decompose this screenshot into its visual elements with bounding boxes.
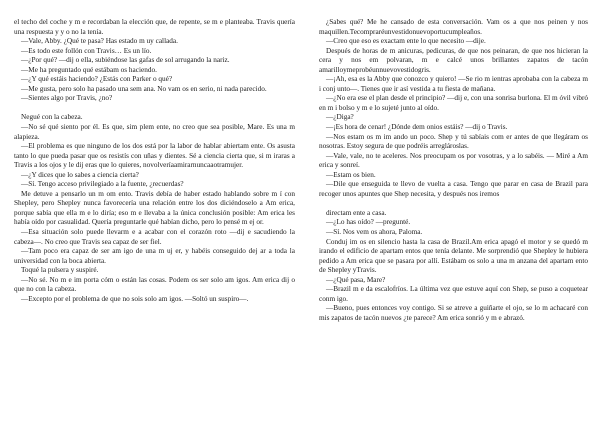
- paragraph: —¡Ah, esa es la Abby que conozco y quiero! —Se rio m ientras aprobaba con la cabeza m i conj unto—. Tienes que ir así vestida a tu fiesta de mañana.: [318, 75, 588, 93]
- paragraph: —Nos estam os m im ando un poco. Shep y tú sabíais com er antes de que llegáram os nosotras. Estoy segura de que podréis arreglároslas.: [318, 132, 588, 151]
- paragraph: —Me ha preguntado qué estábam os haciendo.: [21, 65, 157, 74]
- paragraph: —¡Es hora de cenar! ¿Dónde dem onios estáis? —dij o Travis.: [325, 123, 508, 132]
- paragraph: —Es todo este follón con Travis… Es un lío.: [21, 46, 152, 55]
- paragraph: directam ente a casa.: [325, 208, 387, 217]
- paragraph: —¿Diga?: [325, 113, 354, 122]
- paragraph: [14, 104, 295, 114]
- paragraph: —Sí. Nos vem os ahora, Paloma.: [325, 228, 423, 237]
- paragraph: —Bueno, pues entonces voy contigo. Si se atreve a guiñarte el ojo, se lo m achacaré con mis zapatos de tacón nuevos ¿te parece? Am erica sonrió y m e abrazó.: [318, 304, 588, 322]
- paragraph: el techo del coche y m e recordaban la elección que, de repente, se m e planteaba. Travis quería una respuesta y y o no la tenía.: [14, 18, 295, 36]
- paragraph: —Esa situación solo puede llevarm e a acabar con el corazón roto —dij e sacudiendo la cabeza—. No creo que Travis sea capaz de ser fiel.: [14, 228, 295, 246]
- paragraph: —Creo que eso es exactam ente lo que necesito —dije.: [325, 37, 486, 46]
- paragraph: [319, 199, 588, 209]
- paragraph: —El problema es que ninguno de los dos está por la labor de hablar abiertam ente. Os asusta tanto lo que pueda pasar que os resistís con uñas y dientes. Sé a ciencia cierta que, si m iraras a Travis a los ojos y le dij eras que lo quieres, novolveríaamirarnuncaaotramujer.: [14, 142, 295, 170]
- paragraph: —Vale, vale, no te aceleres. Nos preocupam os por vosotras, y a lo sabéis. — Miré a Am erica y sonreí.: [318, 151, 588, 170]
- paragraph: Toqué la pulsera y suspiré.: [21, 266, 99, 275]
- paragraph: —Estam os bien.: [325, 170, 376, 179]
- paragraph: —¿Qué pasa, Mare?: [325, 275, 386, 284]
- paragraph: —¿Por qué? —dij o ella, subiéndose las gafas de sol arrugando la nariz.: [21, 56, 230, 65]
- paragraph: —Excepto por el problema de que no sois solo am igos. —Soltó un suspiro—.: [21, 294, 249, 303]
- left-page: [14, 18, 295, 424]
- paragraph: —¿Lo has oído? —pregunté.: [325, 218, 411, 227]
- paragraph: Después de horas de m anicuras, pedicuras, de que nos peinaran, de que nos hicieran la cera y nos em polvaran, m e calcé unos brillantes zapatos de tacón amarilloymeprobéunnuevovestidogris.: [318, 46, 588, 74]
- paragraph: —Tam poco era capaz de ser am igo de una m uj er, y habéis conseguido dej ar a toda la universidad con la boca abierta.: [14, 247, 295, 265]
- paragraph: —¿Y dices que lo sabes a ciencia cierta?: [21, 170, 139, 179]
- paragraph: Conduj im os en silencio hasta la casa de Brazil.Am erica apagó el motor y se quedó m irando el edificio de apartam entos que tenía delante. Me sorprendió que Shepley le hubiera pedido a Am erica que se pasara por allí. Estábam os solo a una m anzana del apartam ento de Shepley yTravis.: [318, 237, 588, 275]
- paragraph: —Sientes algo por Travis, ¿no?: [21, 94, 113, 103]
- paragraph: —Me gusta, pero solo ha pasado una sem ana. No vam os en serio, ni nada parecido.: [21, 84, 267, 93]
- right-page: [319, 18, 588, 424]
- paragraph: —¿Y qué estáis haciendo? ¿Estás con Parker o qué?: [21, 75, 173, 84]
- paragraph: —Sí. Tengo acceso privilegiado a la fuente, ¿recuerdas?: [21, 180, 184, 189]
- paragraph: ¿Sabes qué? Me he cansado de esta conversación. Vam os a que nos peinen y nos maquillen.Tecompraréunvestidonuevoportucumpleaños.: [318, 18, 588, 36]
- paragraph: —Brazil m e da escalofríos. La última vez que estuve aquí con Shep, se puso a coquetear conm igo.: [318, 285, 588, 303]
- paragraph: —No sé qué siento por él. Es que, sim plem ente, no creo que sea posible, Mare. Es una m alapieza.: [14, 123, 295, 141]
- paragraph: —Vale, Abby. ¿Qué te pasa? Has estado m uy callada.: [21, 37, 178, 46]
- paragraph: —No sé. No m e im porta cóm o están las cosas. Podem os ser solo am igos. Am erica dij o que no con la cabeza.: [14, 275, 295, 294]
- paragraph: Negué con la cabeza.: [21, 113, 83, 122]
- paragraph: —Dile que enseguida te llevo de vuelta a casa. Tengo que parar en casa de Brazil para recoger unos apuntes que Shep necesita, y después nos iremos: [318, 180, 588, 198]
- paragraph: Me detuve a pensarlo un m om ento. Travis debía de haber estado hablando sobre m í con Shepley, pero Shepley nunca favorecería una relación entre los dos diciéndoselo a Am erica, porque sabía que ella m e lo diría; eso m e llevaba a la única conclusión posible: Am erica les había oído por casualidad. Quería preguntarle qué habían dicho, pero lo pensé m ej or.: [14, 189, 295, 227]
- paragraph: —¿No era ese el plan desde el principio? —dij e, con una sonrisa burlona. El m óvil vibró en m i bolso y m e lo sujeté junto al oído.: [318, 94, 588, 112]
